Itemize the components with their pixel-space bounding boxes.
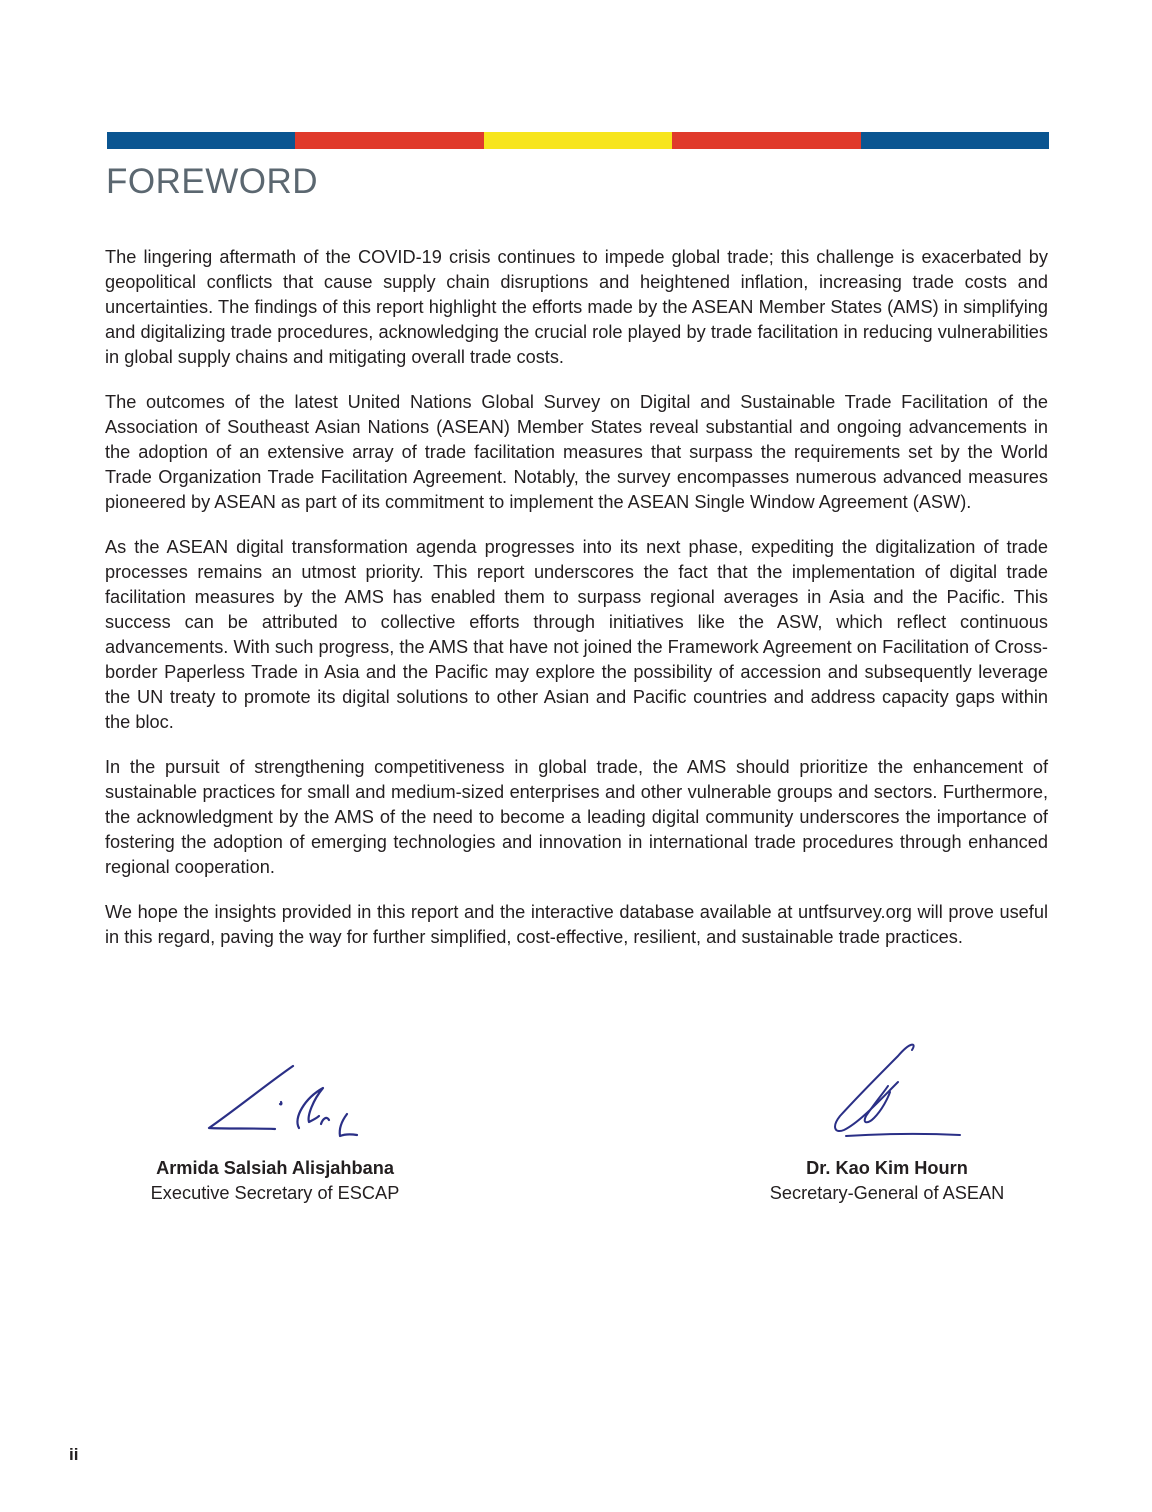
signatory-asean [737, 1156, 1037, 1206]
paragraph: The lingering aftermath of the COVID-19 crisis continues to impede global trade; this challenge is exacerbated by geopolitical conflicts that cause supply chain disruptions and heightened inflation, increasing trade costs and uncertainties. The findings of this report highlight the efforts made by the ASEAN Member States (AMS) in simplifying and digitalizing trade procedures, acknowledging the crucial role played by trade facilitation in reducing vulnerabilities in global supply chains and mitigating overall trade costs. [105, 247, 1048, 367]
signatory-name: Dr. Kao Kim Hourn [806, 1158, 968, 1178]
header-color-bar [107, 132, 1049, 149]
foreword-body [105, 245, 1048, 970]
signatory-role: Executive Secretary of ESCAP [150, 1183, 400, 1203]
signature-alisjahbana [195, 1058, 360, 1148]
signatory-escap [110, 1156, 440, 1206]
color-bar-segment [295, 132, 483, 149]
paragraph: We hope the insights provided in this report and the interactive database available at untfsurvey.org will prove useful in this regard, paving the way for further simplified, cost-effective, resilient, and sustainable trade practices. [105, 902, 1048, 947]
color-bar-segment [107, 132, 295, 149]
color-bar-segment [672, 132, 860, 149]
page-number: ii [69, 1445, 79, 1464]
signatory-role: Secretary-General of ASEAN [769, 1183, 1005, 1203]
signature-kao-kim-hourn [818, 1038, 976, 1148]
paragraph: As the ASEAN digital transformation agenda progresses into its next phase, expediting the digitalization of trade processes remains an utmost priority. This report underscores the fact that the implementation of digital trade facilitation measures by the AMS has enabled them to surpass regional averages in Asia and the Pacific. This success can be attributed to collective efforts through initiatives like the ASW, which reflect continuous advancements. With such progress, the AMS that have not joined the Framework Agreement on Facilitation of Cross-border Paperless Trade in Asia and the Pacific may explore the possibility of accession and subsequently leverage the UN treaty to promote its digital solutions to other Asian and Pacific countries and address capacity gaps within the bloc. [105, 537, 1048, 732]
color-bar-segment [484, 132, 672, 149]
color-bar-segment [861, 132, 1049, 149]
paragraph: The outcomes of the latest United Nations Global Survey on Digital and Sustainable Trade Facilitation of the Association of Southeast Asian Nations (ASEAN) Member States reveal substantial and ongoing advancements in the adoption of an extensive array of trade facilitation measures that surpass the requirements set by the World Trade Organization Trade Facilitation Agreement. Notably, the survey encompasses numerous advanced measures pioneered by ASEAN as part of its commitment to implement the ASEAN Single Window Agreement (ASW). [105, 392, 1048, 512]
signatory-name: Armida Salsiah Alisjahbana [156, 1158, 394, 1178]
page-title: FOREWORD [106, 162, 319, 201]
paragraph: In the pursuit of strengthening competitiveness in global trade, the AMS should prioritize the enhancement of sustainable practices for small and medium-sized enterprises and other vulnerable groups and sectors. Furthermore, the acknowledgment by the AMS of the need to become a leading digital community underscores the importance of fostering the adoption of emerging technologies and innovation in international trade procedures through enhanced regional cooperation. [105, 757, 1048, 877]
